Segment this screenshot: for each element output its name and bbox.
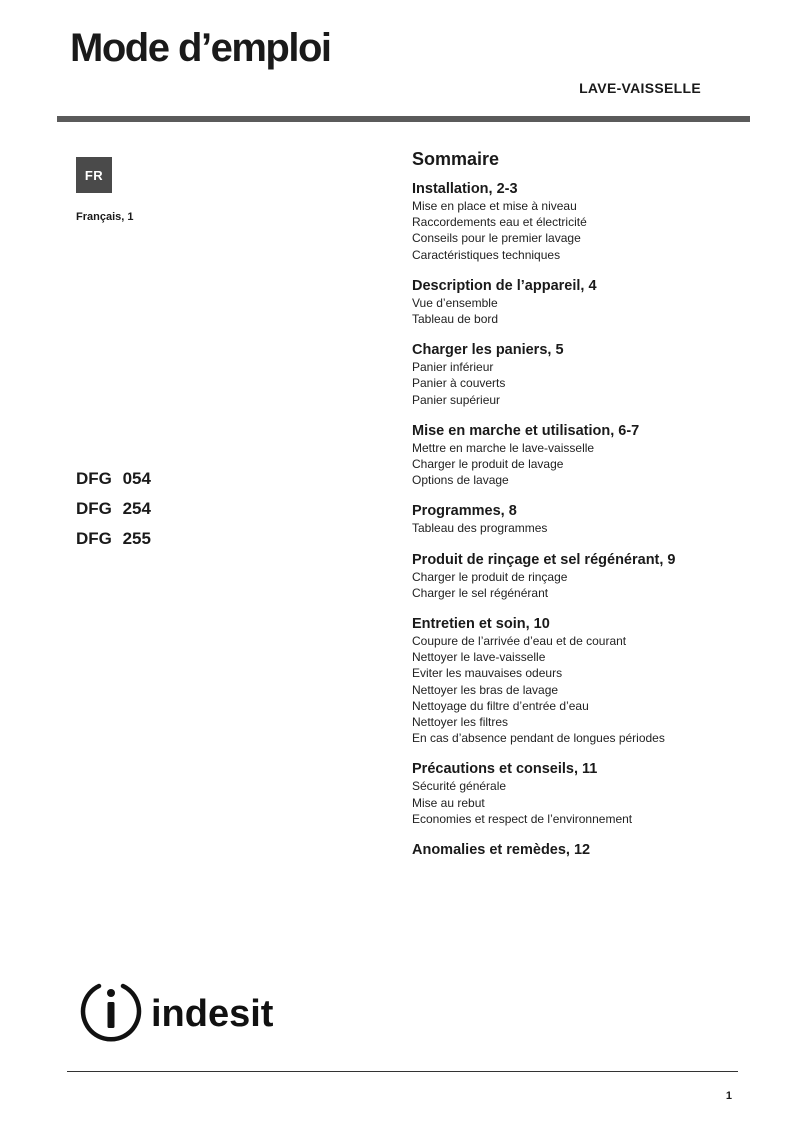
toc-item: Eviter les mauvaises odeurs	[412, 666, 563, 681]
toc-item: Options de lavage	[412, 473, 509, 488]
toc-item: Caractéristiques techniques	[412, 247, 561, 262]
toc-item: Nettoyer le lave-vaisselle	[412, 650, 546, 665]
toc-section	[412, 502, 752, 536]
product-type: LAVE-VAISSELLE	[579, 80, 701, 96]
toc-item: Mise en place et mise à niveau	[412, 199, 577, 213]
header-divider	[57, 116, 750, 122]
toc-section-title: Mise en marche et utilisation, 6-7	[412, 422, 640, 439]
toc-section	[412, 422, 752, 489]
toc-item: Panier supérieur	[412, 392, 501, 407]
toc-section-title: Anomalies et remèdes, 12	[412, 842, 591, 859]
toc-item: Nettoyer les filtres	[412, 715, 509, 730]
toc-item: Charger le sel régénérant	[412, 585, 549, 600]
toc-item: Charger le produit de rinçage	[412, 569, 568, 584]
toc-item: Coupure de l’arrivée d’eau et de courant	[412, 634, 627, 649]
toc-section	[412, 341, 752, 408]
page-number: 1	[725, 1090, 732, 1102]
brand-wordmark: indesit	[151, 993, 274, 1035]
model-number: DFG 255	[76, 529, 151, 548]
toc-item: Panier à couverts	[412, 376, 506, 391]
table-of-contents	[412, 148, 752, 873]
toc-item: Vue d’ensemble	[412, 295, 498, 310]
toc-section-title: Précautions et conseils, 11	[412, 761, 598, 778]
toc-item: Panier inférieur	[412, 360, 494, 375]
toc-item: Raccordements eau et électricité	[412, 215, 587, 230]
toc-item: Mettre en marche le lave-vaisselle	[412, 440, 595, 455]
language-badge: FR	[76, 157, 112, 193]
toc-section-title: Produit de rinçage et sel régénérant, 9	[412, 551, 676, 568]
power-symbol-icon	[83, 986, 139, 1039]
toc-item: Sécurité générale	[412, 779, 507, 794]
toc-section-title: Installation, 2-3	[412, 181, 518, 197]
toc-item: Tableau de bord	[412, 312, 499, 327]
toc-section	[412, 180, 752, 263]
toc-item: Charger le produit de lavage	[412, 457, 564, 472]
toc-title: Sommaire	[412, 149, 500, 169]
model-list	[76, 467, 151, 557]
toc-item: Economies et respect de l’environnement	[412, 811, 633, 826]
toc-sections	[412, 180, 752, 859]
toc-item: Mise au rebut	[412, 795, 485, 810]
toc-section-title: Description de l’appareil, 4	[412, 277, 597, 294]
toc-section-title: Programmes, 8	[412, 503, 517, 520]
toc-item: En cas d’absence pendant de longues périodes	[412, 731, 665, 746]
model-number: DFG 254	[76, 499, 151, 518]
toc-section-title: Entretien et soin, 10	[412, 616, 550, 633]
indesit-logo	[79, 978, 309, 1042]
toc-section	[412, 551, 752, 601]
footer-divider	[67, 1071, 738, 1072]
toc-section-title: Charger les paniers, 5	[412, 342, 564, 359]
page-title: Mode d’emploi	[70, 26, 331, 70]
language-label: Français, 1	[76, 211, 134, 223]
toc-item: Conseils pour le premier lavage	[412, 231, 581, 246]
toc-item: Tableau des programmes	[412, 521, 548, 536]
toc-item: Nettoyer les bras de lavage	[412, 682, 559, 697]
toc-item: Nettoyage du filtre d’entrée d’eau	[412, 698, 589, 713]
model-number: DFG 054	[76, 469, 151, 488]
toc-section	[412, 760, 752, 827]
toc-section	[412, 277, 752, 327]
toc-section	[412, 615, 752, 746]
toc-section	[412, 841, 752, 859]
